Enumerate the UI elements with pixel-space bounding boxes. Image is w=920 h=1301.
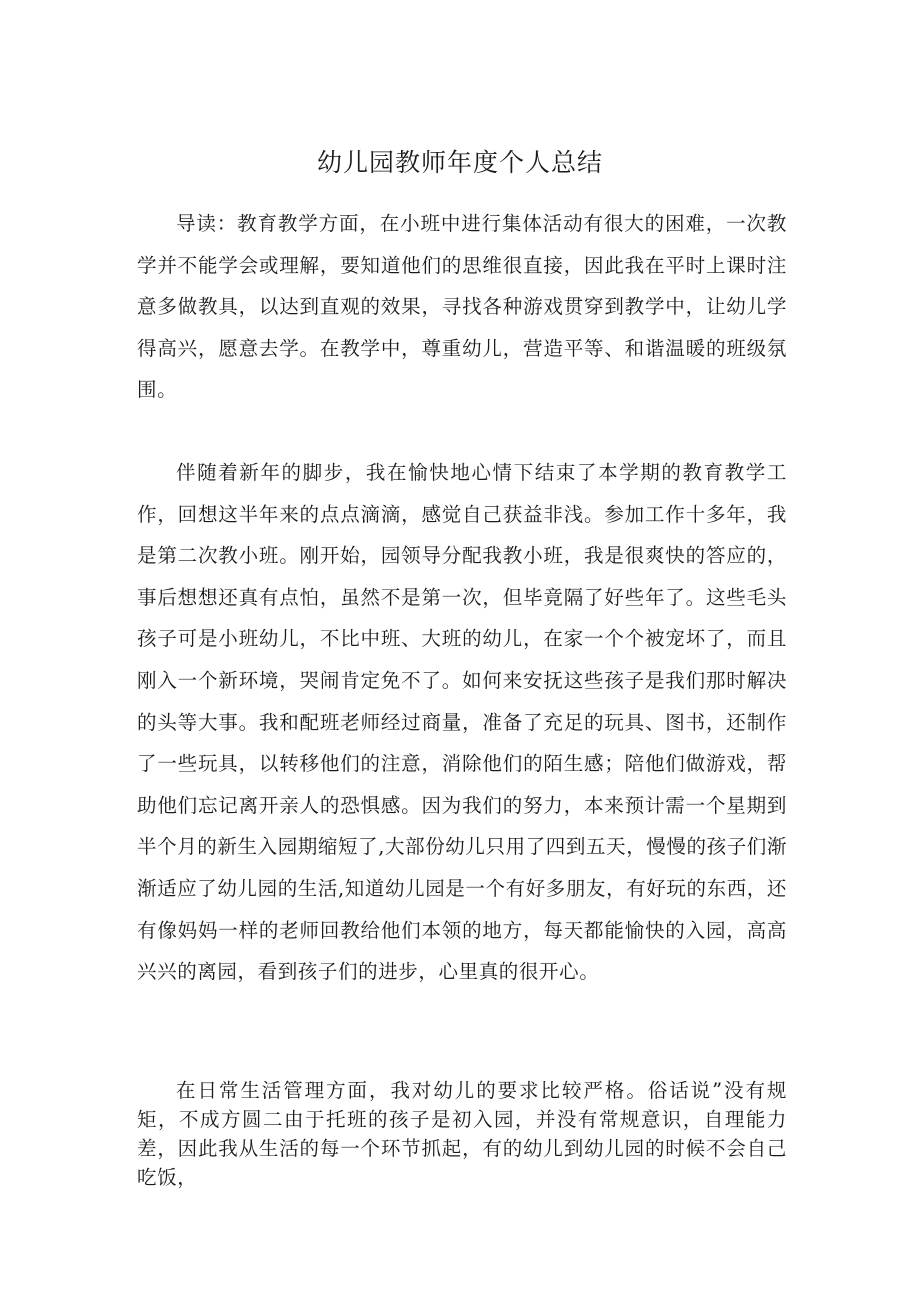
paragraph-daily-management: 在日常生活管理方面，我对幼儿的要求比较严格。俗话说”没有规矩，不成方圆二由于托班的孩子是初入园，并没有常规意识，自理能力差，因此我从生活的每一个环节抓起，有的幼儿到幼儿园的时候不会自己吃饭， xyxy=(137,1079,787,1189)
paragraph-body: 伴随着新年的脚步，我在愉快地心情下结束了本学期的教育教学工作，回想这半年来的点点滴滴，感觉自己获益非浅。参加工作十多年，我是第二次教小班。刚开始，园领导分配我教小班，我是很爽快的答应的，事后想想还真有点怕，虽然不是第一次，但毕竟隔了好些年了。这些毛头孩子可是小班幼儿，不比中班、大班的幼儿，在家一个个被宠坏了，而且刚入一个新环境，哭闹肯定免不了。如何来安抚这些孩子是我们那时解决的头等大事。我和配班老师经过商量，准备了充足的玩具、图书，还制作了一些玩具，以转移他们的注意，消除他们的陌生感；陪他们做游戏，帮助他们忘记离开亲人的恐惧感。因为我们的努力，本来预计需一个星期到半个月的新生入园期缩短了,大部份幼儿只用了四到五天，慢慢的孩子们渐渐适应了幼儿园的生活,知道幼儿园是一个有好多朋友，有好玩的东西，还有像妈妈一样的老师回教给他们本领的地方，每天都能愉快的入园，高高兴兴的离园，看到孩子们的进步，心里真的很开心。 xyxy=(137,461,787,984)
document-title: 幼儿园教师年度个人总结 xyxy=(316,148,603,177)
paragraph-intro: 导读：教育教学方面，在小班中进行集体活动有很大的困难，一次教学并不能学会或理解，要知道他们的思维很直接，因此我在平时上课时注意多做教具，以达到直观的效果，寻找各种游戏贯穿到教学中，让幼儿学得高兴，愿意去学。在教学中，尊重幼儿，营造平等、和谐温暖的班级氛围。 xyxy=(137,212,787,402)
